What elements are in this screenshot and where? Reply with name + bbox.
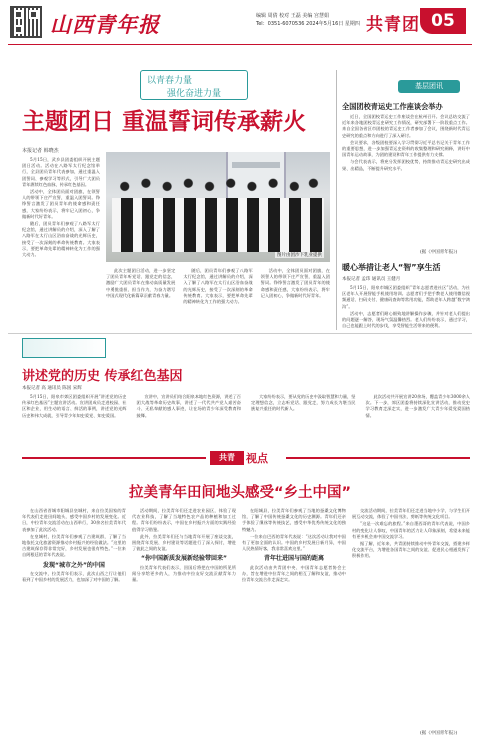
section-name: 共青团 bbox=[366, 15, 420, 35]
article1-headline: 主题团日 重温誓词传承薪火 bbox=[22, 109, 307, 135]
page-number: 05 bbox=[420, 8, 466, 34]
article3-subhead-2: “你中国新质发展新经验带回来” bbox=[141, 555, 227, 563]
article3-col4 bbox=[352, 508, 470, 730]
article3-banner bbox=[22, 450, 470, 466]
article3-para: 在交流中，拉美青年们表示，此次山西之行让他们看到了中国乡村的发展活力，也加深了对中国的了解。 bbox=[22, 570, 126, 583]
article3-col2 bbox=[132, 508, 236, 738]
article3-para: 交流活动期间，拉美青年们还走进当地中小学，与学生们开展互动交流，体验了中国书法、剪纸等传统文化项目。 bbox=[352, 508, 470, 520]
sidebar-body-2 bbox=[342, 285, 470, 330]
sidebar-source-1: (据《中国青年报》) bbox=[420, 250, 458, 255]
sidebar-headline-1: 全国团校青运史工作座谈会举办 bbox=[342, 102, 443, 111]
article3-para: 在山西省晋城市阳城县皇城村，来自拉美国家的青年代表们走进田间地头，感受中国乡村的发展变化。近日，中拉青年交流活动在山西举行，30余名拉美青年代表参加了此次活动。 bbox=[22, 508, 126, 532]
article1-photo bbox=[106, 152, 330, 262]
masthead bbox=[0, 0, 480, 48]
article2-body bbox=[22, 394, 470, 444]
article2-para: 5月15日，阳泉市郊区团委组织开展“讲述党的历史 传承红色基因”主题宣讲活动。宣讲团成员走进校园、社区和企业，用生动的语言、鲜活的事例，讲述党的光辉历史和伟大成就，引导青少年知史爱党、知史爱国。 bbox=[22, 394, 127, 418]
article1-kicker-1: 以青春力量 bbox=[147, 76, 193, 86]
article3-col1 bbox=[22, 508, 126, 738]
article3-para: “这是一次难忘的旅程。”来自墨西哥的青年代表说，中国乡村的变化让人惊叹，中国青年的活力让人印象深刻，希望未来能有更多机会来中国交流学习。 bbox=[352, 521, 470, 539]
sidebar-para: 5月15日，阳泉市城区团委组织“青年志愿者进社区”活动，为社区老年人开展智能手机使用培训。志愿者们手把手教老人使用微信视频通话、扫码支付、健康码查询等常用功能，帮助老年人跨越“数字鸿沟”。 bbox=[342, 285, 470, 309]
sidebar-para: 近日，全国团校青运史工作座谈会在杭州召开。会议总结交流了近年来各地团校青运史研究工作情况，研究部署下一阶段重点工作。来自全国各省区市团校的青运史工作者参加了会议，围绕新时代青运史研究的重点和方向进行了深入研讨。 bbox=[342, 114, 470, 138]
article1-body-col1 bbox=[22, 157, 100, 325]
qr-code-icon bbox=[10, 6, 42, 38]
sidebar-divider bbox=[336, 70, 337, 330]
article2-para: 此次活动共开展宣讲20余场，覆盖青少年3000余人次。下一步，郊区团委将持续深化宣讲活动，推动党史学习教育走深走实，进一步激发广大青少年爱党爱国热情。 bbox=[365, 394, 470, 418]
banner-left-label: 共青 bbox=[210, 451, 244, 465]
article1-para: 5月15日，武乡县团委组织开展主题团日活动。活动在八路军太行纪念馆举行，全县团员青年代表参加，通过重温入团誓词、参观学习等形式，引导广大团员青年赓续红色血脉，传承红色基因。 bbox=[22, 157, 100, 187]
article1-body-bottom bbox=[106, 268, 330, 326]
sidebar-para: 与会代表表示，将充分发挥团校优势，持续推动青运史研究出成果、出精品，不断提升研究水平。 bbox=[342, 159, 470, 171]
article1-para: 此次主题团日活动，进一步坚定了团员青年听党话、跟党走的信念，激励广大团员青年在推动高质量发展中勇挑重担、担当作为，为奋力谱写中国式现代化新篇章贡献青春力量。 bbox=[106, 268, 176, 298]
article3-para: 活动期间，拉美青年们还走进农业园区，体验了现代农业科技，了解了当地特色农产品的种植和加工过程。青年们纷纷表示，中国在乡村振兴方面的实践经验值得学习借鉴。 bbox=[132, 508, 236, 532]
sidebar-para: 活动中，志愿者们耐心细致地讲解操作步骤，并针对老人们提出的问题逐一解答，现场气氛温馨热烈。老人们纷纷表示，通过学习，自己也能跟上时代的步伐，享受智能生活带来的便利。 bbox=[342, 310, 470, 329]
article3-para: 此外，拉美青年们还与当地青年开展了座谈交流，围绕青年发展、乡村建设等话题进行了深入探讨，增进了彼此之间的友谊。 bbox=[132, 533, 236, 552]
masthead-meta-2: Tel：0351-6070536 2024年5月16日 星期四 bbox=[256, 21, 360, 27]
sidebar-tag: 基层团讯 bbox=[398, 80, 460, 93]
article1-para: 随后，团员青年们参观了八路军太行纪念馆，通过讲解员的介绍，深入了解了八路军在太行山区浴血奋战的光辉历史，接受了一次深刻的革命传统教育。大家表示，要把革命先辈的精神转化为工作的强大动力。 bbox=[183, 268, 253, 305]
article3-source: (据《中国青年报》) bbox=[420, 731, 458, 736]
paper-name-logo: 山西青年报 bbox=[50, 12, 160, 37]
article1-byline: 本报记者 韩晓杰 bbox=[22, 148, 59, 154]
article3-para: 拉美青年代表们表示，回国后将把在中国的所见所闻分享给更多的人，为推动中拉友好交流贡献青年力量。 bbox=[132, 564, 236, 583]
article3-para: 据了解，近年来，共青团持续推动中外青年交流，搭建多样化交流平台，为增进各国青年之间的友谊、促进民心相通发挥了积极作用。 bbox=[352, 541, 470, 559]
article1-para: 活动中，全体团员面对团旗，在领誓人的带领下庄严宣誓，重温入团誓词。铮铮誓言激发了团员青年的使命感和责任感，大家纷纷表示，将牢记入团初心，争做新时代好青年。 bbox=[260, 268, 330, 298]
article3-para: 在皇城村，拉美青年们参观了古建筑群，了解了当地依托文化旅游资源推动乡村振兴的经验做法。“这里的古建筑保存得非常完好，乡村发展也很有特色。”一位来自阿根廷的青年代表说。 bbox=[22, 533, 126, 558]
article2-headline: 讲述党的历史 传承红色基因 bbox=[22, 369, 183, 384]
sidebar-headline-2: 暖心举措让老人“智”享生活 bbox=[342, 263, 441, 272]
masthead-meta-1: 编辑 周倩 校对 王磊 美编 宫慧娟 bbox=[256, 13, 329, 19]
article2-para: 大家纷纷表示，要从党的历史中汲取智慧和力量，坚定理想信念，立志听党话、跟党走，努力成长为堪当民族复兴重任的时代新人。 bbox=[251, 394, 356, 412]
article1-photo-caption: 图片由团沙下乳业提供 bbox=[277, 253, 322, 258]
article3-headline: 拉美青年田间地头感受“乡土中国” bbox=[128, 485, 352, 501]
banner-right-label: 视点 bbox=[246, 452, 268, 465]
article2-byline: 本报记者 高 通讯员 陈国 宋辉 bbox=[22, 386, 82, 391]
masthead-rule bbox=[8, 44, 472, 45]
article2-para: 宣讲中，宣讲员们结合阳泉本地红色资源，讲述了百团大战等革命历史故事，讲述了一代代共产党人艰苦奋斗、无私奉献的感人事迹，让在场的青少年深受教育和鼓舞。 bbox=[136, 394, 241, 418]
sidebar-para: 会议要求，各级团校要深入学习贯彻习近平总书记关于青年工作的重要思想，进一步加强青运史资料的收集整理和研究阐释，讲好中国青年运动故事，为团的建设和青年工作提供有力支撑。 bbox=[342, 139, 470, 158]
article3-col3 bbox=[242, 508, 346, 738]
article3-para: 此次活动由共青团中央、中国青年志愿者协会主办，旨在增进中拉青年之间的相互了解和友谊，推动中拉青年交流合作走深走实。 bbox=[242, 564, 346, 583]
article3-subhead-1: 发现“城市之外”的中国 bbox=[43, 561, 105, 569]
article3-para: 一位来自巴西的青年代表说：“这次活动让我对中国有了更加全面的认识。中国的乡村发展日新月异，中国人民热情好客，我非常喜欢这里。” bbox=[242, 533, 346, 552]
article2-logo-box bbox=[22, 338, 106, 358]
section-rule-1 bbox=[8, 333, 472, 334]
sidebar-body-1 bbox=[342, 114, 470, 246]
article1-para: 随后，团员青年们参观了八路军太行纪念馆，通过讲解员的介绍，深入了解了八路军在太行山区浴血奋战的光辉历史，接受了一次深刻的革命传统教育。大家表示，要把革命先辈的精神转化为工作的强大动力。 bbox=[22, 221, 100, 258]
sidebar-byline-2: 本报记者 孟玮 通讯员 王健月 bbox=[342, 277, 401, 282]
article3-subhead-3: 青年壮进国与国的距离 bbox=[263, 555, 324, 563]
article3-para: 在阳城县，拉美青年们参观了当地的蚕桑文化博物馆，了解了中国传统蚕桑文化的历史渊源。青年们还亲手体验了缫丝等传统技艺，感受中华优秀传统文化的独特魅力。 bbox=[242, 508, 346, 532]
article1-para: 活动中，全体团员面对团旗，在领誓人的带领下庄严宣誓，重温入团誓词。铮铮誓言激发了团员青年的使命感和责任感，大家纷纷表示，将牢记入团初心，争做新时代好青年。 bbox=[22, 189, 100, 219]
people-group-icon bbox=[112, 172, 324, 252]
article1-kicker-box bbox=[140, 70, 248, 100]
article1-kicker-2: 强化奋进力量 bbox=[167, 89, 222, 99]
